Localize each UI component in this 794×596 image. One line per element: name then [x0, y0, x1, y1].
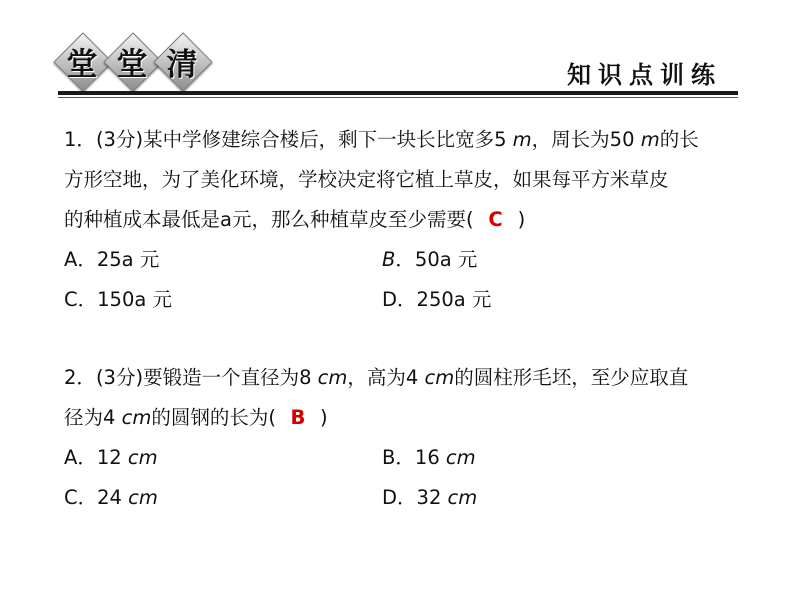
- header-divider-thin: [58, 97, 738, 98]
- header-divider: [58, 91, 738, 95]
- question-2: [64, 358, 764, 518]
- answer-1: C: [488, 208, 503, 231]
- option-b: B．50a 元: [382, 248, 478, 271]
- slide-header: [0, 0, 794, 110]
- question-1-line-2: 方形空地，为了美化环境，学校决定将它植上草皮，如果每平方米草皮: [64, 168, 669, 191]
- badge-char-3: 清: [155, 34, 209, 88]
- question-2-line-1: 2．(3分)要锻造一个直径为8 cm，高为4 cm的圆柱形毛坯，至少应取直: [64, 366, 689, 389]
- option-a: A．25a 元: [64, 248, 160, 271]
- option-d: D．250a 元: [382, 288, 492, 311]
- option-b: B．16 cm: [382, 446, 476, 469]
- question-2-line-2: 径为4 cm的圆钢的长为( B ): [64, 398, 764, 438]
- option-d: D．32 cm: [382, 486, 478, 509]
- option-a: A．12 cm: [64, 446, 158, 469]
- badge-char-2: 堂: [105, 34, 159, 88]
- question-1: [64, 120, 764, 320]
- section-title: 知识点训练: [567, 61, 722, 89]
- question-1-line-1: 1．(3分)某中学修建综合楼后，剩下一块长比宽多5 m，周长为50 m的长: [64, 128, 699, 151]
- question-1-line-3: 的种植成本最低是a元，那么种植草皮至少需要( C ): [64, 200, 764, 240]
- badge-char-1: 堂: [55, 34, 109, 88]
- options-row-3: [64, 438, 764, 478]
- options-row-2: [64, 280, 764, 320]
- options-row-4: [64, 478, 764, 518]
- answer-2: B: [290, 406, 306, 429]
- options-row-1: [64, 240, 764, 280]
- option-c: C．150a 元: [64, 288, 173, 311]
- option-c: C．24 cm: [64, 486, 158, 509]
